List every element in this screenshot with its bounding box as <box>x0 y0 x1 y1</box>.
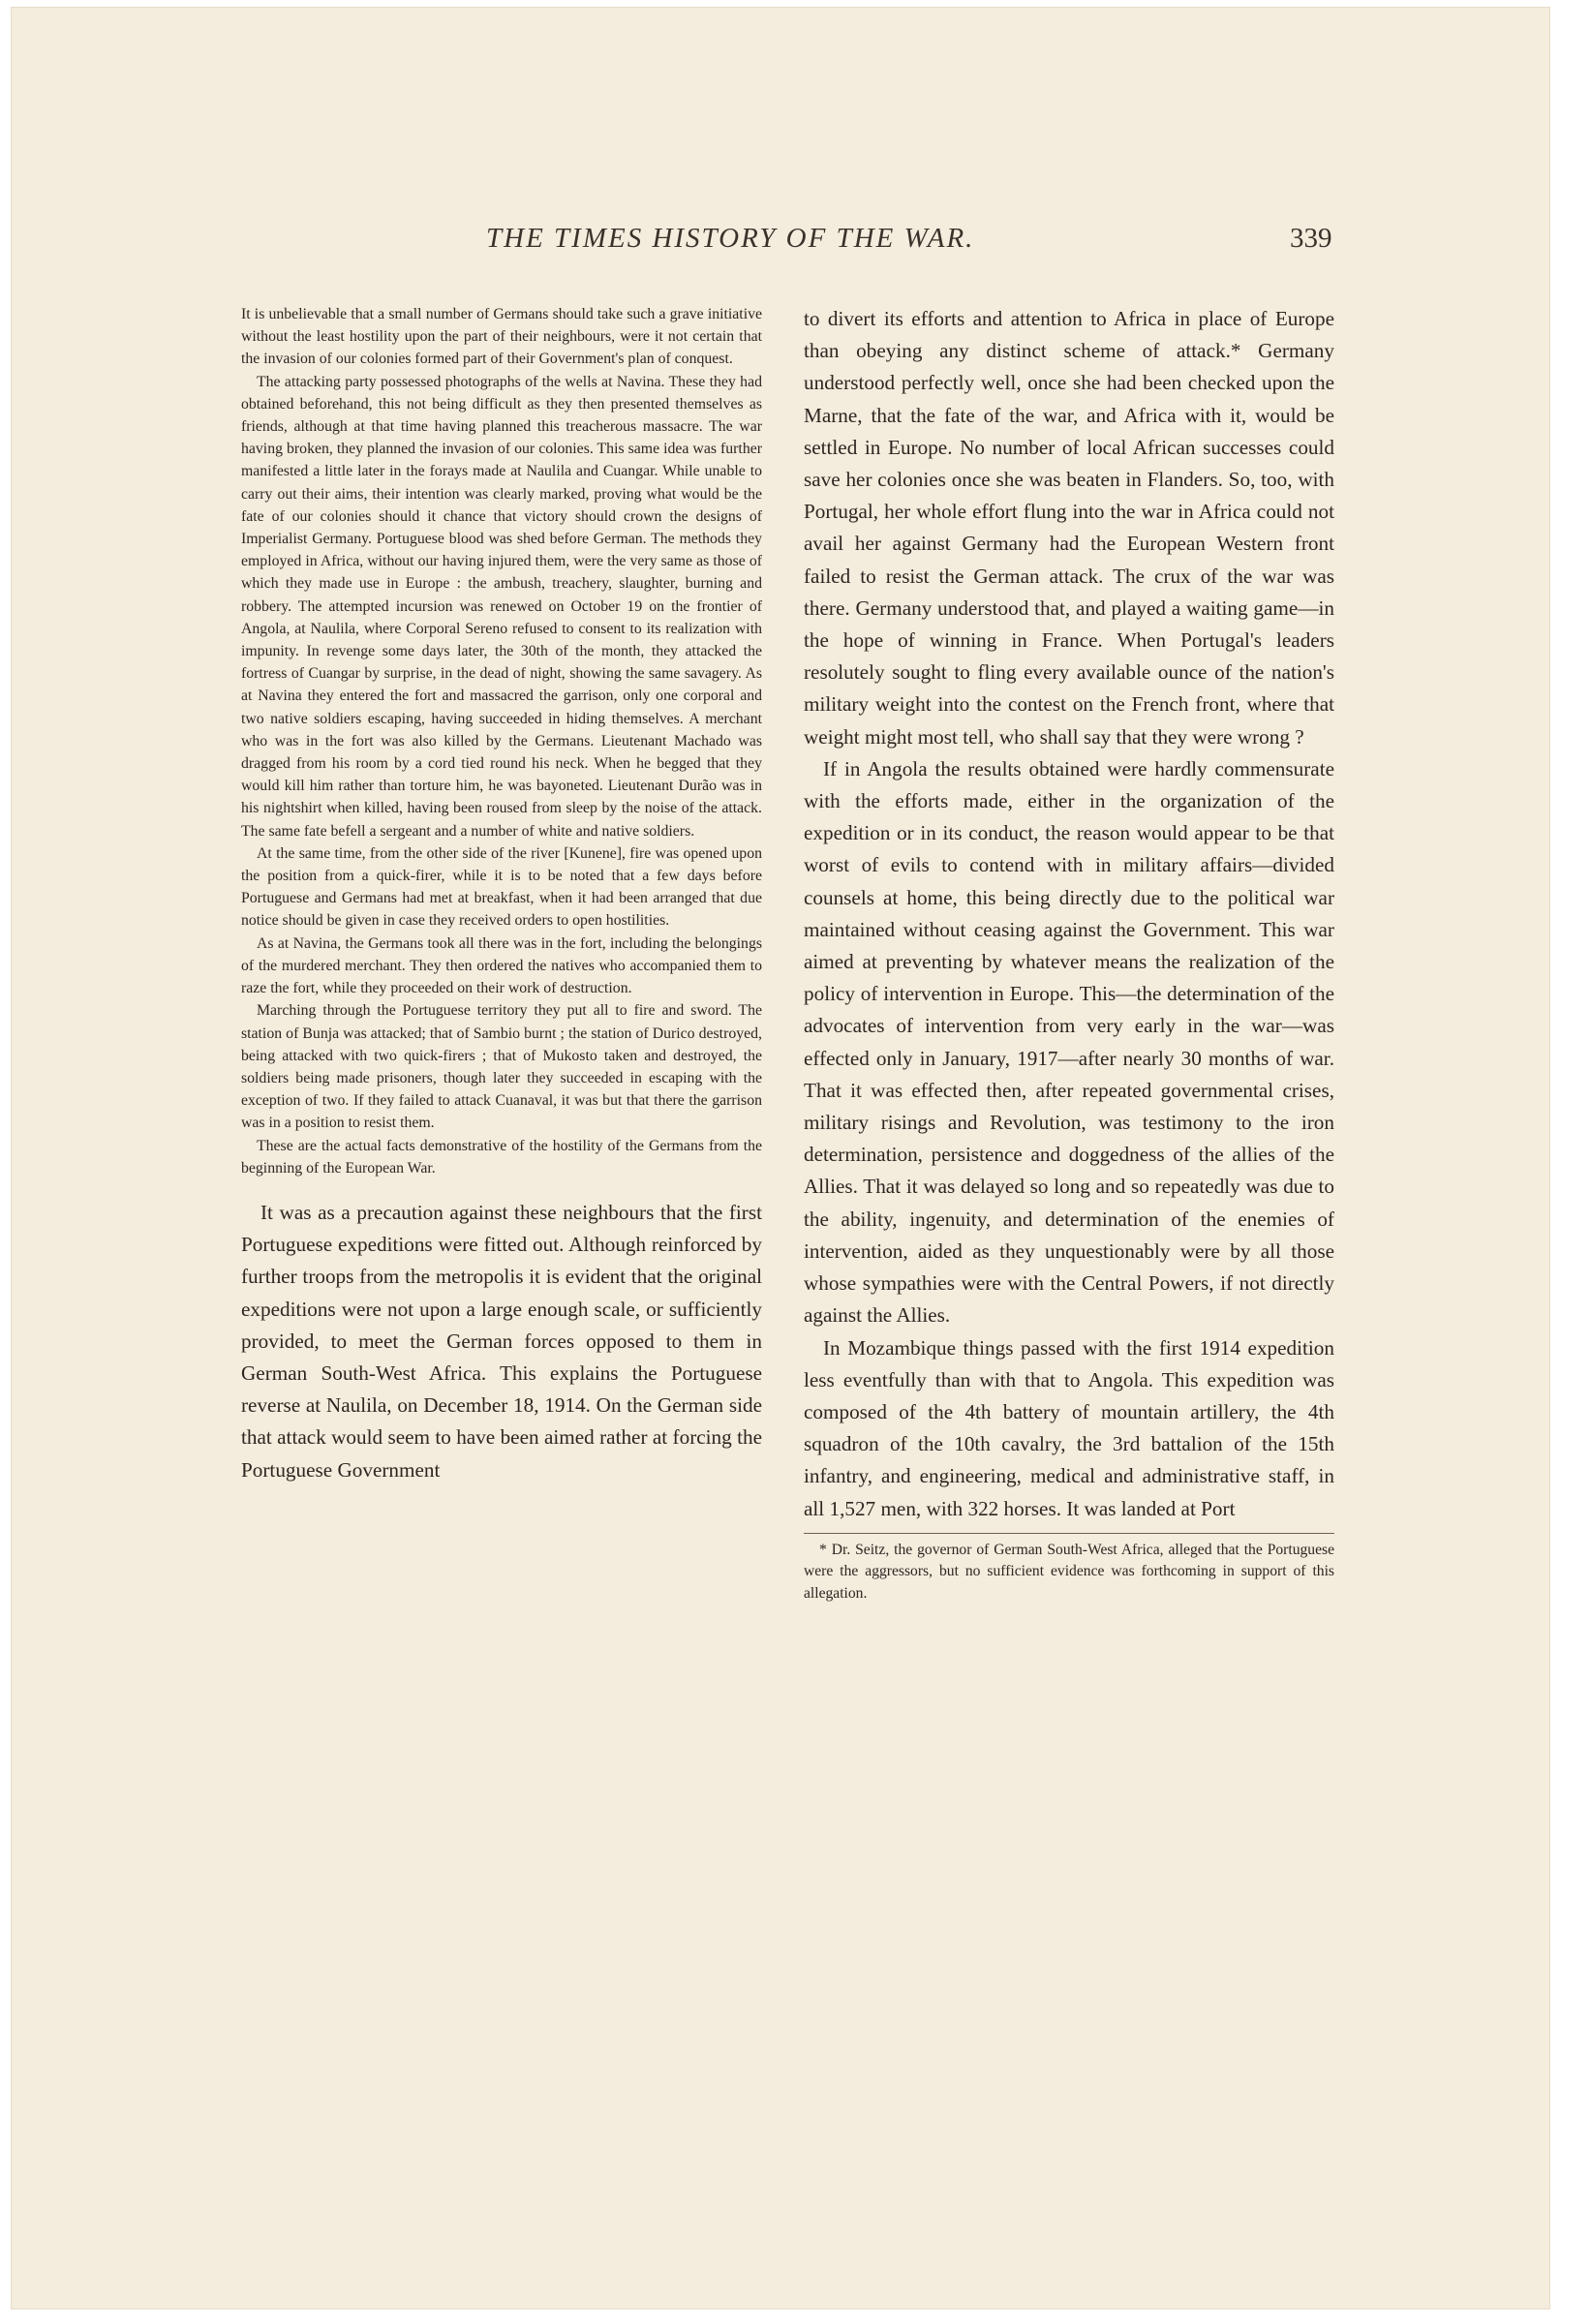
paragraph: As at Navina, the Germans took all there was in the fort, including the belongings of the murdered merchant. They then ordered the natives who accompanied them to raze the fort, while they proceeded on their work of destruction. <box>241 934 762 997</box>
page-header <box>12 223 1549 261</box>
paragraph: These are the actual facts demonstrative of the hostility of the Germans from the beginning of the European War. <box>241 1137 762 1177</box>
footnote-rule <box>804 1533 1334 1534</box>
paragraph: It is unbelievable that a small number of Germans should take such a grave initiative without the least hostility upon the part of their neighbours, were it not certain that the invasion of our colonies formed part of their Government's plan of conquest. <box>241 306 762 368</box>
footnote: * Dr. Seitz, the governor of German South-West Africa, alleged that the Portuguese were the aggressors, but no sufficient evidence was forthcoming in support of this allegation. <box>804 1541 1334 1602</box>
section-gap <box>241 1179 762 1197</box>
left-column <box>241 303 762 1486</box>
paragraph: Marching through the Portuguese territory they put all to fire and sword. The station of Bunja was attacked; that of Sambio burnt ; the station of Durico destroyed, being attacked with two quick-firers ; that of Mukosto taken and destroyed, the soldiers being made prisoners, though later they succeeded in escaping with the exception of two. If they failed to attack Cuanaval, it was but that there the garrison was in a position to resist them. <box>241 1002 762 1132</box>
paragraph: At the same time, from the other side of the river [Kunene], fire was opened upon the position from a quick-firer, while it is to be noted that a few days before Portuguese and Germans had met at breakfast, when it had been arranged that due notice should be given in case they received orders to open hostilities. <box>241 844 762 930</box>
paragraph: If in Angola the results obtained were hardly commensurate with the efforts made, either in the organization of the expedition or in its conduct, the reason would appear to be that worst of evils to contend with in military affairs—divided counsels at home, this being directly due to the political war maintained without ceasing against the Government. This war aimed at preventing by whatever means the realization of the policy of intervention in Europe. This—the determination of the advocates of intervention from very early in the war—was effected only in January, 1917—after nearly 30 months of war. That it was effected then, after repeated governmental crises, military risings and Revolution, was testimony to the iron determination, persistence and doggedness of the allies of the Allies. That it was delayed so long and so repeatedly was due to the ability, ingenuity, and determination of the enemies of intervention, aided as they unquestionably were by all those whose sympathies were with the Central Powers, if not directly against the Allies. <box>804 756 1334 1328</box>
running-title: THE TIMES HISTORY OF THE WAR. <box>486 223 975 254</box>
right-column <box>804 303 1334 1605</box>
paragraph: to divert its efforts and attention to Africa in place of Europe than obeying any distinct scheme of attack.* Germany understood perfectly well, once she had been checked upon the Marne, that the fate of the war, and Africa with it, would be settled in Europe. No number of local African successes could save her colonies once she was beaten in Flanders. So, too, with Portugal, her whole effort flung into the war in Africa could not avail her against Germany had the European Western front failed to resist the German attack. The crux of the war was there. Germany understood that, and played a waiting game—in the hope of winning in France. When Portugal's leaders resolutely sought to fling every available ounce of the nation's military weight into the contest on the French front, where that weight might most tell, who shall say that they were wrong ? <box>804 307 1334 749</box>
paragraph: It was as a precaution against these neighbours that the first Portuguese expeditions were fitted out. Although reinforced by further troops from the metropolis it is evident that the original expeditions were not upon a large enough scale, or sufficiently provided, to meet the German forces opposed to them in German South-West Africa. This explains the Portuguese reverse at Naulila, on December 18, 1914. On the German side that attack would seem to have been aimed rather at forcing the Portuguese Government <box>241 1200 762 1482</box>
page-sheet <box>12 8 1549 2309</box>
page-number: 339 <box>1290 223 1332 254</box>
paragraph: The attacking party possessed photographs of the wells at Navina. These they had obtained beforehand, this not being difficult as they then presented themselves as friends, although at that time having planned this treacherous massacre. The war having broken, they planned the invasion of our colonies. This same idea was further manifested a little later in the forays made at Naulila and Cuangar. While unable to carry out their aims, their intention was clearly marked, proving what would be the fate of our colonies should it chance that victory should crown the designs of Imperialist Germany. Portuguese blood was shed before German. The methods they employed in Africa, without our having injured them, were the very same as those of which they made use in Europe : the ambush, treachery, slaughter, burning and robbery. The attempted incursion was renewed on October 19 on the frontier of Angola, at Naulila, where Corporal Sereno refused to consent to its realization with impunity. In revenge some days later, the 30th of the month, they attacked the fortress of Cuangar by surprise, in the dead of night, showing the same savagery. As at Navina they entered the fort and massacred the garrison, only one corporal and two native soldiers escaping, having succeeded in hiding themselves. A merchant who was in the fort was also killed by the Germans. Lieutenant Machado was dragged from his room by a cord tied round his neck. When he begged that they would kill him rather than torture him, he was bayoneted. Lieutenant Durão was in his nightshirt when killed, having been roused from sleep by the noise of the attack. The same fate befell a sergeant and a number of white and native soldiers. <box>241 373 762 840</box>
paragraph: In Mozambique things passed with the first 1914 expedition less eventfully than with that to Angola. This expedition was composed of the 4th battery of mountain artillery, the 4th squadron of the 10th cavalry, the 3rd battalion of the 15th infantry, and engineering, medical and administrative staff, in all 1,527 men, with 322 horses. It was landed at Port <box>804 1335 1334 1520</box>
